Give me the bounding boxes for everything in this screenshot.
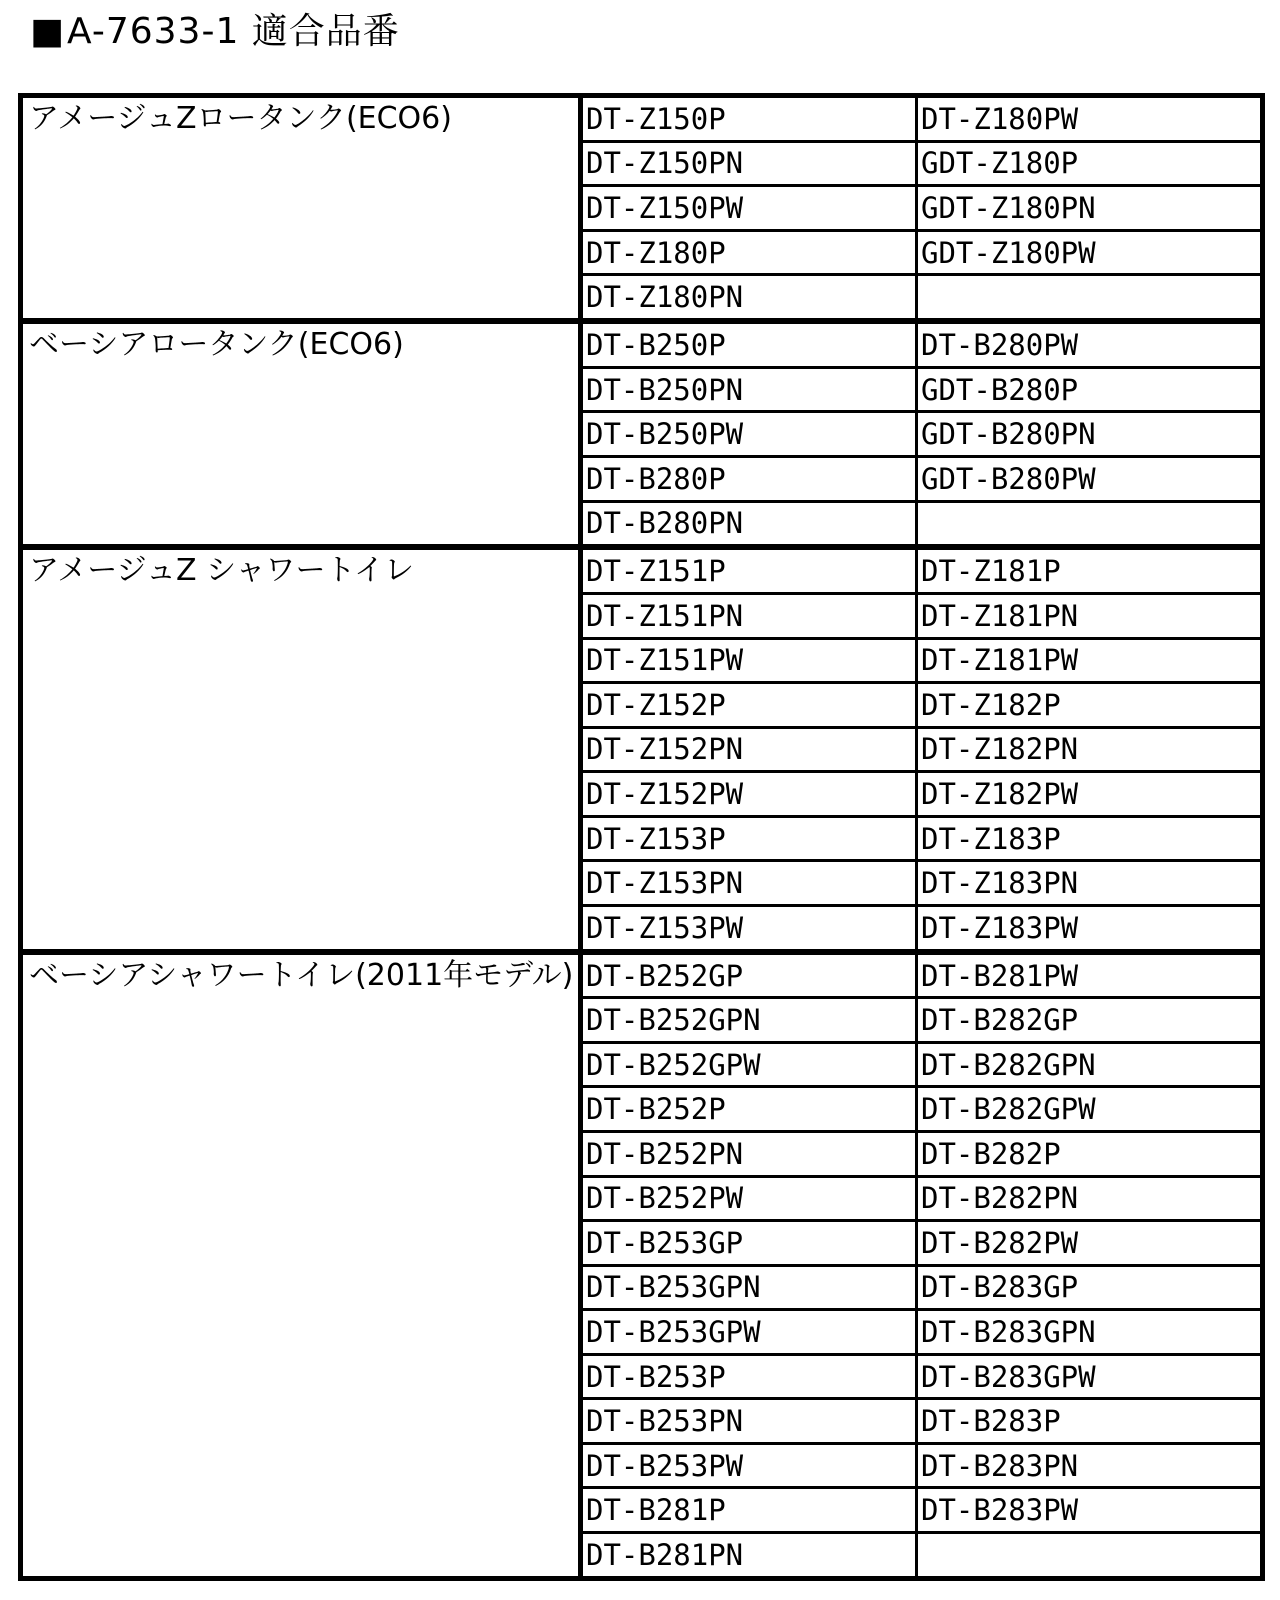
category-cell: アメージュZ シャワートイレ bbox=[21, 547, 581, 951]
model-code-cell: DT-B283PW bbox=[917, 1488, 1263, 1533]
model-code-cell: DT-Z151P bbox=[581, 547, 917, 593]
model-code-cell: DT-Z151PN bbox=[581, 594, 917, 639]
table-row bbox=[21, 96, 1263, 142]
table-row bbox=[21, 321, 1263, 367]
model-code-cell: DT-Z182P bbox=[917, 683, 1263, 728]
model-code-cell: DT-Z181PW bbox=[917, 638, 1263, 683]
model-code-cell: DT-Z183P bbox=[917, 816, 1263, 861]
model-code-cell: DT-B282GPW bbox=[917, 1087, 1263, 1132]
model-code-cell: DT-B252GPW bbox=[581, 1042, 917, 1087]
model-code-cell: GDT-B280PW bbox=[917, 456, 1263, 501]
model-code-cell: DT-B250PN bbox=[581, 367, 917, 412]
model-code-cell: DT-B252PN bbox=[581, 1132, 917, 1177]
model-code-cell: DT-Z150PN bbox=[581, 141, 917, 186]
model-code-cell: DT-B281PN bbox=[581, 1532, 917, 1578]
model-code-cell bbox=[917, 275, 1263, 321]
compatible-models-table bbox=[18, 93, 1265, 1581]
model-code-cell: DT-Z183PN bbox=[917, 861, 1263, 906]
page-title bbox=[30, 8, 400, 56]
model-code-cell: DT-Z152P bbox=[581, 683, 917, 728]
model-code-cell: GDT-B280PN bbox=[917, 412, 1263, 457]
model-code-cell: DT-Z181PN bbox=[917, 594, 1263, 639]
model-code-cell: DT-B282PW bbox=[917, 1221, 1263, 1266]
model-code-cell: DT-Z150P bbox=[581, 96, 917, 142]
category-cell: アメージュZロータンク(ECO6) bbox=[21, 96, 581, 322]
model-code-cell: DT-B252PW bbox=[581, 1176, 917, 1221]
model-code-cell: DT-Z152PN bbox=[581, 727, 917, 772]
model-code-cell: DT-B253GPN bbox=[581, 1265, 917, 1310]
model-code-cell: DT-B280PN bbox=[581, 501, 917, 547]
model-code-cell: GDT-B280P bbox=[917, 367, 1263, 412]
model-code-cell: GDT-Z180PN bbox=[917, 186, 1263, 231]
model-code-cell: DT-Z153PN bbox=[581, 861, 917, 906]
model-code-cell bbox=[917, 1532, 1263, 1578]
model-code-cell: DT-Z151PW bbox=[581, 638, 917, 683]
model-code-cell bbox=[917, 501, 1263, 547]
model-code-cell: DT-B250P bbox=[581, 321, 917, 367]
model-code-cell: DT-Z182PN bbox=[917, 727, 1263, 772]
model-code-cell: DT-Z182PW bbox=[917, 772, 1263, 817]
model-code-cell: DT-B283GPN bbox=[917, 1310, 1263, 1355]
model-code-cell: DT-B253GP bbox=[581, 1221, 917, 1266]
model-code-cell: DT-Z153PW bbox=[581, 905, 917, 951]
compatible-models-body bbox=[21, 96, 1263, 1579]
category-cell: ベーシアシャワートイレ(2011年モデル) bbox=[21, 952, 581, 1579]
title-square-icon: ■ bbox=[30, 11, 66, 52]
model-code-cell: DT-B250PW bbox=[581, 412, 917, 457]
model-code-cell: DT-B253PN bbox=[581, 1399, 917, 1444]
model-code-cell: DT-B253PW bbox=[581, 1443, 917, 1488]
model-code-cell: DT-B283GPW bbox=[917, 1354, 1263, 1399]
table-row bbox=[21, 952, 1263, 998]
model-code-cell: DT-B252P bbox=[581, 1087, 917, 1132]
model-code-cell: DT-B280P bbox=[581, 456, 917, 501]
model-code-cell: DT-B280PW bbox=[917, 321, 1263, 367]
model-code-cell: GDT-Z180P bbox=[917, 141, 1263, 186]
model-code-cell: DT-B253GPW bbox=[581, 1310, 917, 1355]
model-code-cell: DT-B281P bbox=[581, 1488, 917, 1533]
model-code-cell: DT-B252GP bbox=[581, 952, 917, 998]
model-code-cell: DT-B283P bbox=[917, 1399, 1263, 1444]
model-code-cell: DT-B253P bbox=[581, 1354, 917, 1399]
model-code-cell: DT-Z150PW bbox=[581, 186, 917, 231]
model-code-cell: DT-Z153P bbox=[581, 816, 917, 861]
model-code-cell: DT-B282P bbox=[917, 1132, 1263, 1177]
model-code-cell: GDT-Z180PW bbox=[917, 230, 1263, 275]
model-code-cell: DT-B282PN bbox=[917, 1176, 1263, 1221]
model-code-cell: DT-B283GP bbox=[917, 1265, 1263, 1310]
model-code-cell: DT-Z181P bbox=[917, 547, 1263, 593]
model-code-cell: DT-B283PN bbox=[917, 1443, 1263, 1488]
model-code-cell: DT-Z180PN bbox=[581, 275, 917, 321]
model-code-cell: DT-Z152PW bbox=[581, 772, 917, 817]
model-code-cell: DT-Z180P bbox=[581, 230, 917, 275]
model-code-cell: DT-B282GP bbox=[917, 998, 1263, 1043]
table-row bbox=[21, 547, 1263, 593]
page-title-text: A-7633-1 適合品番 bbox=[67, 11, 400, 52]
model-code-cell: DT-Z180PW bbox=[917, 96, 1263, 142]
model-code-cell: DT-B282GPN bbox=[917, 1042, 1263, 1087]
category-cell: ベーシアロータンク(ECO6) bbox=[21, 321, 581, 547]
model-code-cell: DT-B281PW bbox=[917, 952, 1263, 998]
model-code-cell: DT-B252GPN bbox=[581, 998, 917, 1043]
model-code-cell: DT-Z183PW bbox=[917, 905, 1263, 951]
